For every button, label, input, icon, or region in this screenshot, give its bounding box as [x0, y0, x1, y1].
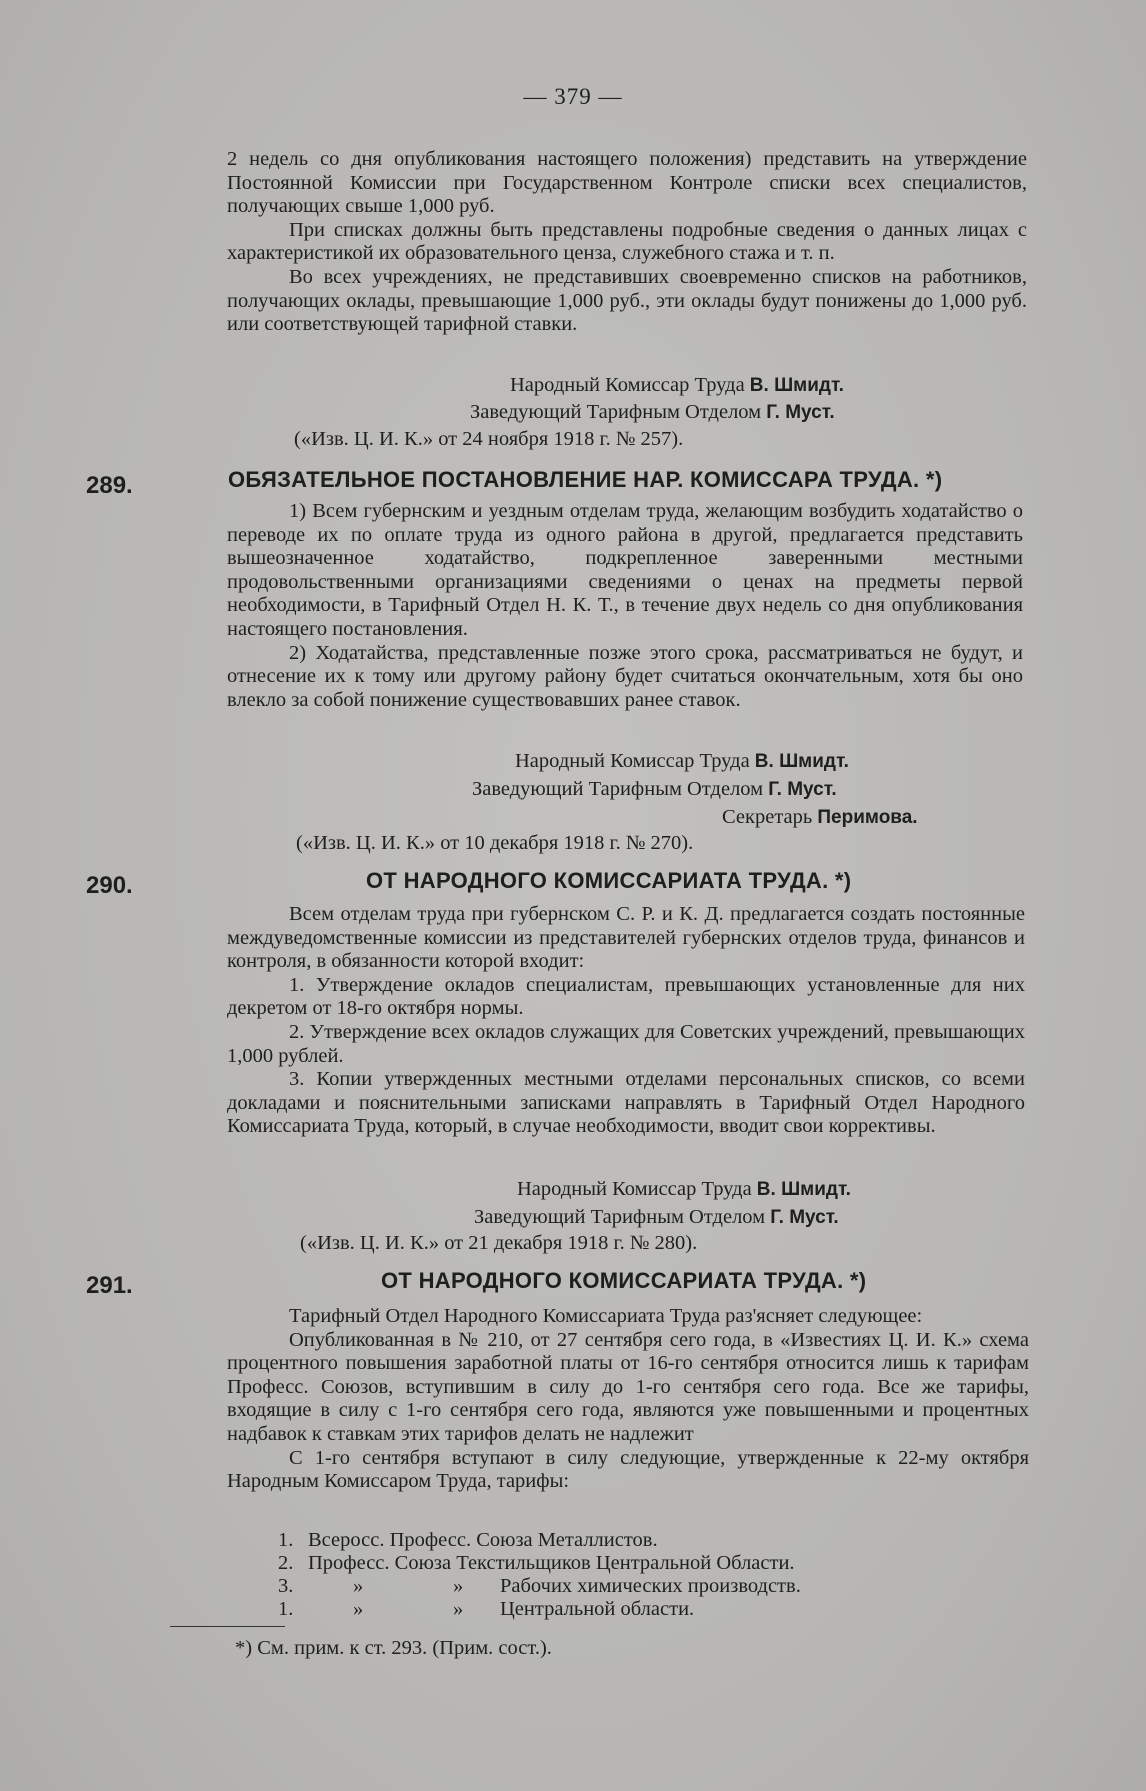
paragraph: 2. Утверждение всех окладов служащих для Советских учреждений, превышающих 1,000 рублей. — [227, 1020, 1025, 1067]
section-body — [227, 903, 1025, 1139]
paragraph: 3. Копии утвержденных местными отделами персональных списков, со всеми докладами и пояснительными записками направлять в Тарифный Отдел Народного Комиссариата Труда, который, в случае необходимости, вводит свои коррективы. — [227, 1068, 1025, 1138]
paragraph: Тарифный Отдел Народного Комиссариата Труда раз'ясняет следующее: — [289, 1305, 923, 1327]
section-number: 290. — [86, 872, 133, 899]
signature: Народный Комиссар Труда В. Шмидт. — [510, 374, 844, 396]
section-body — [227, 500, 1023, 712]
paragraph: Опубликованная в № 210, от 27 сентября сего года, в «Известиях Ц. И. К.» схема процентного повышения заработной платы от 16-го сентября относится лишь к тарифам Професс. Союзов, вступившим в силу до 1-го сентября сего года. Все же тарифы, входящие в силу с 1-го сентября сего года, являются уже повышенными и процентных надбавок к ставкам этих тарифов делать не надлежит — [227, 1328, 1029, 1445]
signature: Народный Комиссар Труда В. Шмидт. — [517, 1178, 851, 1200]
source-citation: («Изв. Ц. И. К.» от 10 декабря 1918 г. № 270). — [296, 832, 694, 854]
paragraph: 2 недель со дня опубликования настоящего положения) представить на утверждение Постоянной Комиссии при Государственном Контроле списки всех специалистов, получающих свыше 1,000 руб. — [227, 148, 1027, 218]
footnote-divider — [170, 1626, 285, 1627]
paragraph: 1. Утверждение окладов специалистам, превышающих установленные для них декретом от 18-го октября нормы. — [227, 973, 1025, 1020]
paragraph: 1) Всем губернским и уездным отделам труда, желающим возбудить ходатайство о переводе их по оплате труда из одного района в другой, предлагается представить вышеозначенное ходатайство, подкрепленное заверенными местными продовольственными организациями сведениями о ценах на предметы первой необходимости, в Тарифный Отдел Н. К. Т., в течение двух недель со дня опубликования настоящего постановления. — [227, 500, 1023, 640]
paragraph: Во всех учреждениях, не представивших своевременно списков на работников, получающих оклады, превышающие 1,000 руб., эти оклады будут понижены до 1,000 руб. или соответствующей тарифной ставки. — [227, 265, 1027, 336]
paragraph: 2) Ходатайства, представленные позже этого срока, рассматриваться не будут, и отнесение их к тому или другому району будет считаться окончательным, хотя бы оно влекло за собой понижение существовавших ранее ставок. — [227, 641, 1023, 711]
signature: Народный Комиссар Труда В. Шмидт. — [515, 750, 849, 772]
signature: Заведующий Тарифным Отделом Г. Муст. — [472, 778, 837, 800]
page-number: — 379 — — [523, 84, 623, 109]
section-body — [227, 1305, 1029, 1494]
source-citation: («Изв. Ц. И. К.» от 21 декабря 1918 г. № 280). — [300, 1232, 698, 1254]
paragraph: При списках должны быть представлены подробные сведения о данных лицах с характеристикой их образовательного ценза, служебного стажа и т. п. — [227, 218, 1027, 265]
section-number: 289. — [86, 472, 133, 499]
signature: Секретарь Перимова. — [722, 806, 918, 828]
section-heading: ОТ НАРОДНОГО КОМИССАРИАТА ТРУДА. *) — [381, 1268, 867, 1293]
section-heading: ОТ НАРОДНОГО КОМИССАРИАТА ТРУДА. *) — [366, 868, 852, 893]
section-number: 291. — [86, 1272, 133, 1299]
paragraph: С 1-го сентября вступают в силу следующие, утвержденные к 22-му октября Народным Комиссаром Труда, тарифы: — [227, 1446, 1029, 1493]
signature: Заведующий Тарифным Отделом Г. Муст. — [470, 401, 835, 423]
footnote: *) См. прим. к ст. 293. (Прим. сост.). — [235, 1637, 552, 1659]
section-heading: ОБЯЗАТЕЛЬНОЕ ПОСТАНОВЛЕНИЕ НАР. КОМИССАРА ТРУДА. *) — [228, 467, 943, 492]
top-fragment — [227, 148, 1027, 337]
paragraph: Всем отделам труда при губернском С. Р. и К. Д. предлагается создать постоянные междуведомственные комиссии из представителей губернских отделов труда, финансов и контроля, в обязанности которой входит: — [227, 903, 1025, 973]
signature: Заведующий Тарифным Отделом Г. Муст. — [474, 1206, 839, 1228]
source-citation: («Изв. Ц. И. К.» от 24 ноября 1918 г. № 257). — [294, 428, 684, 450]
document-page: — 379 — 2 недель со дня опубликования настоящего положения) представить на утверждение Постоянной Комиссии при Государственном Контроле списки всех специалистов, получающих свыше 1,000 руб. При списках должны быть представлены подробные сведения о данных лицах с характеристикой их образовательного ценза, служебного стажа и т. п. Во всех учреждениях, не представивших своевременно списков на работников, получающих оклады, превышающие 1,000 руб., эти оклады будут понижены до 1,000 руб. или соответствующей тарифной ставки. Народный Комиссар Труда В. Шмидт. Заведующий Тарифным Отделом Г. Муст. («Изв. Ц. И. К.» от 24 ноября 1918 г. № 257). 289. ОБЯЗАТЕЛЬНОЕ ПОСТАНОВЛЕНИЕ НАР. КОМИССАРА ТРУДА. *) 1) Всем губернским и уездным отделам труда, желающим возбудить ходатайство о переводе их по оплате труда из одного района в другой, предлагается представить вышеозначенное ходатайство, подкрепленное заверенными местными продовольственными организациями сведениями о ценах на предметы первой необходимости, в Тарифный Отдел Н. К. Т., в течение двух недель со дня опубликования настоящего постановления. 2) Ходатайства, представленные позже этого срока, рассматриваться не будут, и отнесение их к тому или другому району будет считаться окончательным, хотя бы оно влекло за собой понижение существовавших ранее ставок. Народный Комиссар Труда В. Шмидт. Заведующий Тарифным Отделом Г. Муст. Секретарь Перимова. («Изв. Ц. И. К.» от 10 декабря 1918 г. № 270). 290. ОТ НАРОДНОГО КОМИССАРИАТА ТРУДА. *) Всем отделам труда при губернском С. Р. и К. Д. предлагается создать постоянные междуведомственные комиссии из представителей губернских отделов труда, финансов и контроля, в обязанности которой входит: 1. Утверждение окладов специалистам, превышающих установленные для них декретом от 18-го октября нормы. 2. Утверждение всех окладов служащих для Советских учреждений, превышающих 1,000 рублей. 3. Копии утвержденных местными отделами персональных списков, со всеми докладами и пояснительными записками направлять в Тарифный Отдел Народного Комиссариата Труда, который, в случае необходимости, вводит свои коррективы. Народный Комиссар Труда В. Шмидт. Заведующий Тарифным Отделом Г. Муст. («Изв. Ц. И. К.» от 21 декабря 1918 г. № 280). 291. ОТ НАРОДНОГО КОМИССАРИАТА ТРУДА. *) Тарифный Отдел Народного Комиссариата Труда раз'ясняет следующее: Опубликованная в № 210, от 27 сентября сего года, в «Известиях Ц. И. К.» схема процентного повышения заработной платы от 16-го сентября относится лишь к тарифам Професс. Союзов, вступившим в силу до 1-го сентября сего года. Все же тарифы, входящие в силу с 1-го сентября сего года, являются уже повышенными и процентных надбавок к ставкам этих тарифов делать не надлежит С 1-го сентября вступают в силу следующие, утвержденные к 22-му октября Народным Комиссаром Труда, тарифы: 1. Всеросс. Професс. Союза Металлистов. 2. Професс. Союза Текстильщиков Центральной Области. 3. » » Рабочих химических производств. 1. » » Центральной области. *) См. прим. к ст. 293. (Прим. сост.). — [0, 0, 1146, 1791]
